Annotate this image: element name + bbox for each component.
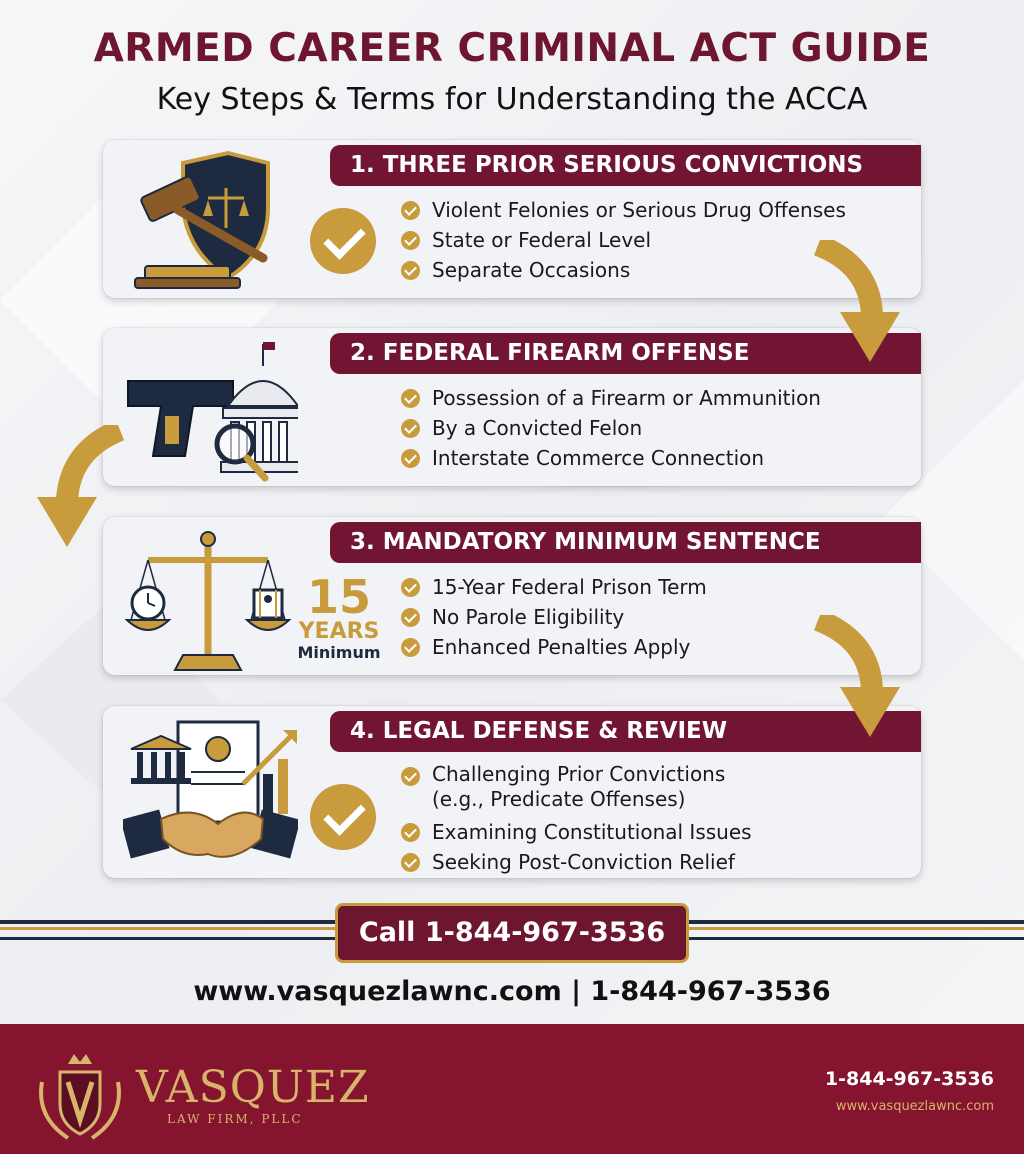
list-item: Examining Constitutional Issues [401,818,762,848]
step-heading: 3. MANDATORY MINIMUM SENTENCE [330,522,921,563]
call-button[interactable]: Call 1-844-967-3536 [335,903,689,963]
fifteen-years-badge: 15 YEARS Minimum [297,570,381,662]
step-card-2 [103,328,921,486]
page-subtitle: Key Steps & Terms for Understanding the ACCA [156,82,868,117]
handshake-document-icon [123,714,298,874]
list-item: Enhanced Penalties Apply [401,633,707,663]
check-icon [401,608,420,627]
step-card-4 [103,706,921,878]
check-icon [401,767,420,786]
step-item-list [401,196,846,286]
footer-website-link[interactable]: www.vasquezlawnc.com [835,1099,994,1114]
list-item: 15-Year Federal Prison Term [401,573,707,603]
step-item-list [401,384,821,474]
gavel-shield-icon [123,148,293,293]
list-item: No Parole Eligibility [401,603,707,633]
check-icon [401,389,420,408]
check-icon [401,638,420,657]
checkmark-icon [310,784,376,850]
footer [0,1024,1024,1154]
list-item: Interstate Commerce Connection [401,444,821,474]
check-icon [401,449,420,468]
check-icon [401,853,420,872]
contact-line: www.vasquezlawnc.com | 1-844-967-3536 [193,976,831,1007]
footer-phone[interactable]: 1-844-967-3536 [824,1068,994,1090]
check-icon [401,823,420,842]
scales-of-justice-icon [123,525,293,675]
check-icon [401,231,420,250]
step-heading: 1. THREE PRIOR SERIOUS CONVICTIONS [330,145,921,186]
step-heading: 2. FEDERAL FIREARM OFFENSE [330,333,921,374]
list-item: By a Convicted Felon [401,414,821,444]
list-item: Separate Occasions [401,256,846,286]
check-icon [401,201,420,220]
list-item: Challenging Prior Convictions (e.g., Predicate Offenses) [401,762,762,818]
list-item: State or Federal Level [401,226,846,256]
step-card-1 [103,140,921,298]
step-item-list [401,573,707,663]
brand-subtitle: LAW FIRM, PLLC [167,1112,303,1126]
curved-arrow-down-icon [800,615,900,740]
page-title: ARMED CAREER CRIMINAL ACT GUIDE [93,26,931,71]
list-item: Possession of a Firearm or Ammunition [401,384,821,414]
check-icon [401,261,420,280]
pistol-courthouse-icon [123,336,298,486]
step-heading: 4. LEGAL DEFENSE & REVIEW [330,711,921,752]
curved-arrow-down-icon [35,425,135,550]
list-item: Seeking Post-Conviction Relief [401,848,762,878]
checkmark-icon [310,208,376,274]
curved-arrow-down-icon [800,240,900,365]
step-card-3 [103,517,921,675]
step-item-list [401,762,762,878]
law-firm-logo-icon [28,1042,132,1146]
check-icon [401,419,420,438]
check-icon [401,578,420,597]
list-item: Violent Felonies or Serious Drug Offenses [401,196,846,226]
brand-name: VASQUEZ [136,1062,370,1113]
